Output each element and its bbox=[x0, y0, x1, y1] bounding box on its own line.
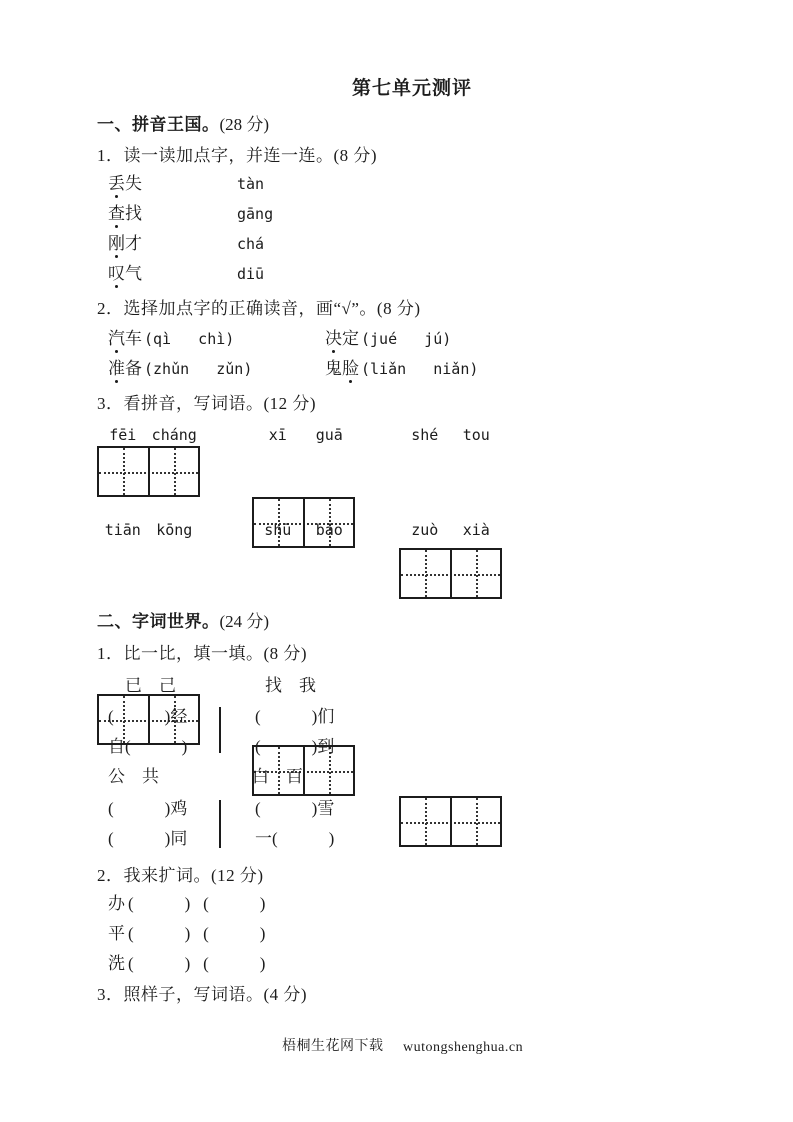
word-rest: 车 bbox=[125, 329, 142, 348]
pinyin-syllable: tiān bbox=[104, 521, 141, 539]
fill-blank: ( )同 bbox=[108, 829, 188, 848]
footer-site: 梧桐生花网下载 bbox=[282, 1039, 384, 1054]
fill-blank: 自( ) bbox=[108, 737, 188, 756]
pinyin-syllable: shū bbox=[264, 521, 292, 539]
writing-grid-cell bbox=[148, 448, 199, 495]
pinyin-syllable: bāo bbox=[315, 521, 343, 539]
writing-grid-cell bbox=[99, 448, 148, 495]
question-prompt-2-2: 2．我来扩词。(12 分) bbox=[97, 866, 264, 885]
question-prompt-2-3: 3．照样子，写词语。(4 分) bbox=[97, 985, 308, 1004]
column-divider bbox=[219, 707, 221, 753]
pinyin-options: (jué jú) bbox=[361, 330, 452, 348]
match-pinyin: diū bbox=[237, 265, 265, 283]
writing-grid-cell bbox=[401, 798, 450, 845]
pinyin-syllable: zuò bbox=[411, 521, 439, 539]
pinyin-options: (liǎn niǎn) bbox=[361, 360, 479, 378]
compare-chars: 白 百 bbox=[252, 767, 303, 786]
section-2-score: (24 分) bbox=[219, 612, 270, 631]
blank-parens: ( ) ( ) bbox=[128, 924, 266, 943]
pinyin-syllable: shé bbox=[411, 426, 439, 444]
pinyin-label-pair bbox=[252, 428, 355, 443]
word-pre: 鬼 bbox=[325, 359, 342, 378]
match-word-row bbox=[108, 265, 142, 282]
section-1-score: (28 分) bbox=[219, 115, 270, 134]
compare-chars: 公 共 bbox=[108, 767, 159, 786]
pinyin-syllable: fēi bbox=[109, 426, 137, 444]
dotted-char: 脸 bbox=[342, 359, 359, 378]
writing-grid-pair bbox=[399, 548, 502, 599]
pinyin-syllable: kōng bbox=[156, 521, 193, 539]
pinyin-label-pair bbox=[97, 428, 200, 443]
pinyin-label-pair bbox=[399, 428, 502, 443]
dotted-char: 刚 bbox=[108, 234, 125, 253]
pinyin-syllable: xià bbox=[462, 521, 490, 539]
pinyin-syllable: cháng bbox=[151, 426, 197, 444]
base-char: 平 bbox=[108, 924, 125, 943]
fill-blank: ( )雪 bbox=[255, 799, 335, 818]
compare-chars: 找 我 bbox=[265, 676, 316, 695]
question-prompt-2-1: 1．比一比，填一填。(8 分) bbox=[97, 644, 308, 663]
fill-blank: 一( ) bbox=[255, 829, 335, 848]
section-2-label: 二、字词世界。 bbox=[97, 612, 220, 631]
expand-word-row bbox=[108, 955, 265, 972]
pinyin-syllable: tou bbox=[462, 426, 490, 444]
column-divider bbox=[219, 800, 221, 848]
word-rest: 定 bbox=[342, 329, 359, 348]
expand-word-row bbox=[108, 925, 265, 942]
word-rest: 气 bbox=[125, 264, 142, 283]
match-pinyin: gāng bbox=[237, 205, 274, 223]
compare-chars: 已 己 bbox=[125, 676, 176, 695]
fill-blank: ( )经 bbox=[108, 707, 188, 726]
writing-grid-pair bbox=[97, 446, 200, 497]
word-rest: 才 bbox=[125, 234, 142, 253]
match-pinyin: tàn bbox=[237, 175, 265, 193]
match-word-row bbox=[108, 235, 142, 252]
pronunciation-item bbox=[325, 330, 451, 347]
writing-grid-cell bbox=[401, 550, 450, 597]
writing-grid-pair bbox=[399, 796, 502, 847]
section-1-label: 一、拼音王国。 bbox=[97, 115, 220, 134]
dotted-char: 汽 bbox=[108, 329, 125, 348]
dotted-char: 叹 bbox=[108, 264, 125, 283]
question-prompt-1-2: 2．选择加点字的正确读音，画“√”。(8 分) bbox=[97, 299, 421, 318]
footer-url: wutongshenghua.cn bbox=[403, 1040, 524, 1055]
expand-word-row bbox=[108, 895, 265, 912]
base-char: 办 bbox=[108, 894, 125, 913]
pronunciation-item bbox=[325, 360, 478, 377]
section-heading-1 bbox=[97, 116, 269, 133]
pronunciation-item bbox=[108, 360, 252, 377]
dotted-char: 查 bbox=[108, 204, 125, 223]
fill-blank: ( )们 bbox=[255, 707, 335, 726]
dotted-char: 准 bbox=[108, 359, 125, 378]
question-prompt-1-3: 3．看拼音，写词语。(12 分) bbox=[97, 394, 317, 413]
pinyin-syllable: xī bbox=[268, 426, 287, 444]
match-word-row bbox=[108, 175, 142, 192]
blank-parens: ( ) ( ) bbox=[128, 894, 266, 913]
pinyin-syllable: guā bbox=[315, 426, 343, 444]
writing-grid-cell bbox=[450, 550, 501, 597]
writing-grid-cell bbox=[450, 798, 501, 845]
pinyin-label-pair bbox=[252, 523, 355, 538]
pinyin-options: (zhǔn zǔn) bbox=[144, 360, 253, 378]
fill-blank: ( )鸡 bbox=[108, 799, 188, 818]
pinyin-options: (qì chì) bbox=[144, 330, 235, 348]
dotted-char: 决 bbox=[325, 329, 342, 348]
word-rest: 备 bbox=[125, 359, 142, 378]
word-rest: 找 bbox=[125, 204, 142, 223]
match-pinyin: chá bbox=[237, 235, 265, 253]
match-word-row bbox=[108, 205, 142, 222]
page-title: 第七单元测评 bbox=[351, 78, 472, 99]
base-char: 洗 bbox=[108, 954, 125, 973]
word-rest: 失 bbox=[125, 174, 142, 193]
question-prompt-1-1: 1．读一读加点字，并连一连。(8 分) bbox=[97, 146, 378, 165]
fill-blank: ( )到 bbox=[255, 737, 335, 756]
blank-parens: ( ) ( ) bbox=[128, 954, 266, 973]
pinyin-label-pair bbox=[97, 523, 200, 538]
section-heading-2 bbox=[97, 613, 269, 630]
pronunciation-item bbox=[108, 330, 234, 347]
pinyin-label-pair bbox=[399, 523, 502, 538]
dotted-char: 丢 bbox=[108, 174, 125, 193]
